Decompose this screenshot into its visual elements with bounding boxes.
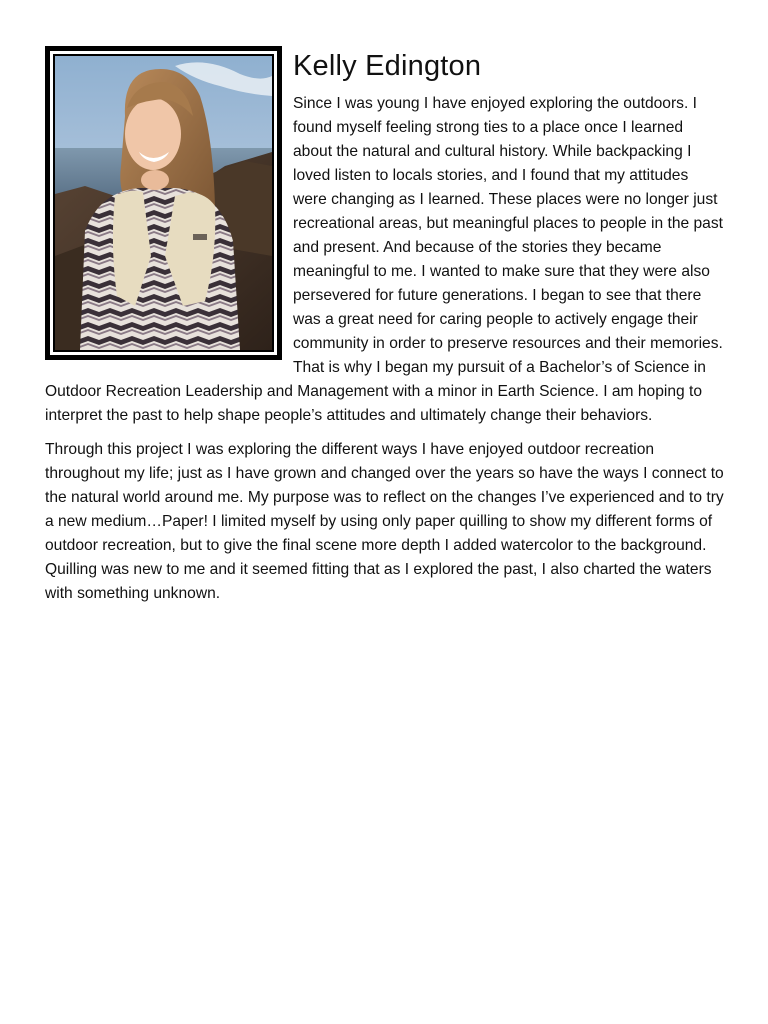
bio-paragraph: Since I was young I have enjoyed exploring the outdoors. I found myself feeling strong ties to a place once I learned about the natural and cultural history. While backpacking I loved listen to locals stories, and I found that my attitudes were changing as I learned. These places were no longer just recreational areas, but meaningful places to people in the past and present. And because of the stories they became meaningful to me. I wanted to make sure that they were also persevered for future generations. I began to see that there was a great need for caring people to actively engage their community in order to preserve resources and their memories. That is why I began my pursuit of a Bachelor’s of Science in Outdoor Recreation Leadership and Management with a minor in Earth Science. I am hoping to interpret the past to help shape people’s attitudes and ultimately change their behaviors.: [45, 95, 723, 424]
project-paragraph: Through this project I was exploring the different ways I have enjoyed outdoor recreation throughout my life; just as I have grown and changed over the years so have the ways I connect to the natural world around me. My purpose was to reflect on the changes I’ve experienced and to try a new medium…Paper! I limited myself by using only paper quilling to show my different forms of outdoor recreation, but to give the final scene more depth I added watercolor to the background. Quilling was new to me and it seemed fitting that as I explored the past, I also charted the waters with something unknown.: [45, 441, 724, 602]
author-name: Kelly Edington: [293, 50, 482, 82]
document-page: [45, 46, 724, 616]
portrait-photo: [55, 56, 272, 350]
portrait-frame: [45, 46, 282, 360]
